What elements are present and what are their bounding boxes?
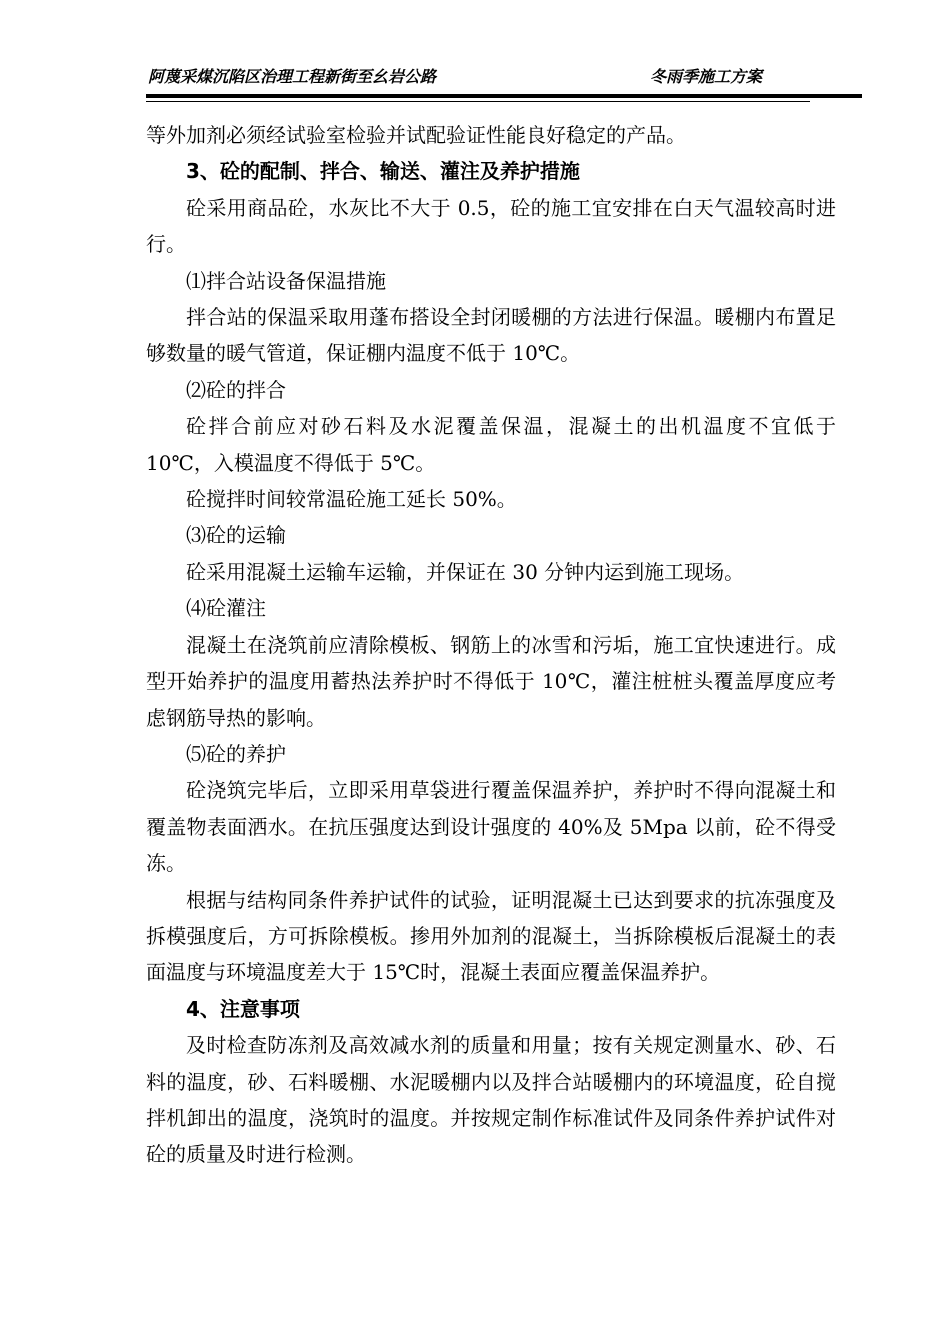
subsection-text-5: 砼浇筑完毕后，立即采用草袋进行覆盖保温养护，养护时不得向混凝土和覆盖物表面洒水。在抗压强度达到设计强度的 40%及 5Mpa 以前，砼不得受冻。	[146, 778, 836, 876]
header-rule-thin	[146, 101, 810, 102]
paragraph-precautions: 及时检查防冻剂及高效减水剂的质量和用量；按有关规定测量水、砂、石料的温度，砂、石料暖棚、水泥暖棚内以及拌合站暖棚内的环境温度，砼自搅拌机卸出的温度，浇筑时的温度。并按规定制作标准试件及同条件养护试件对砼的质量及时进行检测。	[146, 1033, 836, 1167]
header-document-title: 冬雨季施工方案	[650, 67, 763, 86]
paragraph-continuation: 等外加剂必须经试验室检验并试配验证性能良好稳定的产品。	[146, 123, 686, 147]
section-heading-3: 3、砼的配制、拌合、输送、灌注及养护措施	[186, 159, 580, 184]
paragraph-concrete-mix: 砼采用商品砼，水灰比不大于 0.5，砼的施工宜安排在白天气温较高时进行。	[146, 195, 836, 257]
subsection-text-1: 拌合站的保温采取用蓬布搭设全封闭暖棚的方法进行保温。暖棚内布置足够数量的暖气管道，保证棚内温度不低于 10℃。	[146, 305, 836, 366]
page-header	[146, 64, 862, 98]
header-project-title: 阿蔑采煤沉陷区治理工程新街至幺岩公路	[148, 67, 437, 86]
header-rule-thick	[146, 94, 862, 98]
subsection-text-2a: 砼拌合前应对砂石料及水泥覆盖保温，混凝土的出机温度不宜低于 10℃，入模温度不得低于 5℃。	[146, 414, 836, 475]
subsection-text-3: 砼采用混凝土运输车运输，并保证在 30 分钟内运到施工现场。	[186, 559, 745, 584]
document-body	[146, 117, 836, 1173]
subsection-title-1: ⑴拌合站设备保温措施	[186, 268, 386, 293]
paragraph-formwork-removal: 根据与结构同条件养护试件的试验，证明混凝土已达到要求的抗冻强度及拆模强度后，方可拆除模板。掺用外加剂的混凝土，当拆除模板后混凝土的表面温度与环境温度差大于 15℃时，混凝土表面应覆盖保温养护。	[146, 887, 836, 985]
subsection-text-2b: 砼搅拌时间较常温砼施工延长 50%。	[186, 487, 517, 512]
subsection-title-4: ⑷砼灌注	[186, 596, 266, 621]
subsection-title-5: ⑸砼的养护	[186, 741, 286, 766]
subsection-title-3: ⑶砼的运输	[186, 523, 286, 548]
subsection-text-4: 混凝土在浇筑前应清除模板、钢筋上的冰雪和污垢，施工宜快速进行。成型开始养护的温度用蓄热法养护时不得低于 10℃，灌注桩桩头覆盖厚度应考虑钢筋导热的影响。	[146, 632, 836, 730]
subsection-title-2: ⑵砼的拌合	[186, 377, 286, 402]
section-heading-4: 4、注意事项	[186, 996, 300, 1021]
